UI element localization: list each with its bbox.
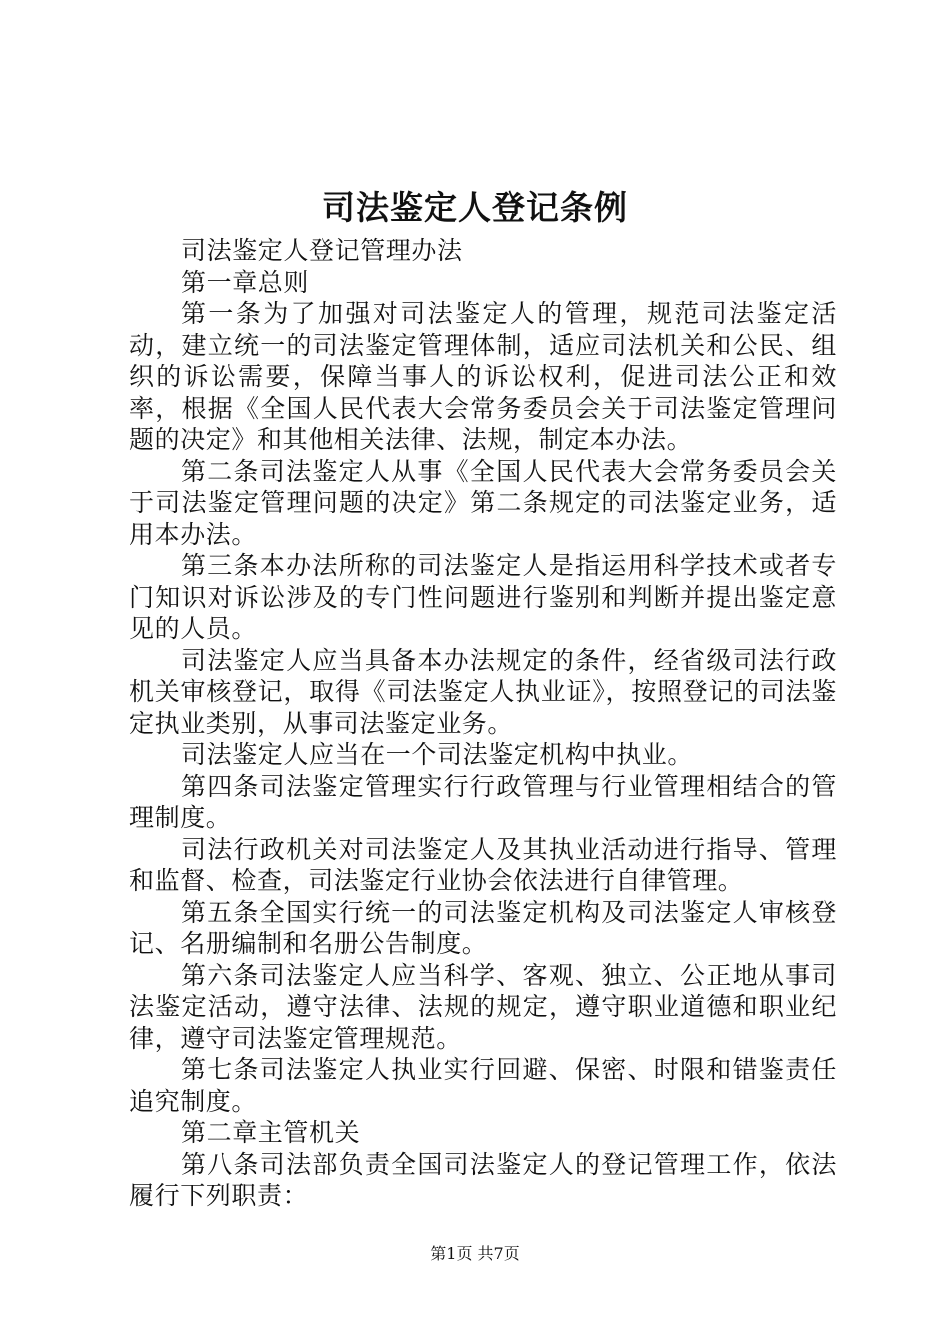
paragraph: 司法鉴定人应当具备本办法规定的条件，经省级司法行政机关审核登记，取得《司法鉴定人执业证》，按照登记的司法鉴定执业类别，从事司法鉴定业务。 xyxy=(129,645,837,738)
paragraph: 司法行政机关对司法鉴定人及其执业活动进行指导、管理和监督、检查，司法鉴定行业协会依法进行自律管理。 xyxy=(129,834,837,895)
paragraph: 第七条司法鉴定人执业实行回避、保密、时限和错鉴责任追究制度。 xyxy=(129,1055,837,1116)
paragraph: 司法鉴定人应当在一个司法鉴定机构中执业。 xyxy=(181,740,694,769)
paragraph: 第六条司法鉴定人应当科学、客观、独立、公正地从事司法鉴定活动，遵守法律、法规的规定，遵守职业道德和职业纪律，遵守司法鉴定管理规范。 xyxy=(129,960,837,1053)
paragraph: 第一条为了加强对司法鉴定人的管理，规范司法鉴定活动，建立统一的司法鉴定管理体制，适应司法机关和公民、组织的诉讼需要，保障当事人的诉讼权利，促进司法公正和效率，根据《全国人民代表大会常务委员会关于司法鉴定管理问题的决定》和其他相关法律、法规，制定本办法。 xyxy=(129,299,837,454)
paragraph: 司法鉴定人登记管理办法 xyxy=(181,236,463,265)
chapter-heading: 第二章主管机关 xyxy=(181,1118,361,1147)
paragraph: 第八条司法部负责全国司法鉴定人的登记管理工作，依法履行下列职责： xyxy=(129,1149,837,1210)
page-number-footer: 第1页 共7页 xyxy=(430,1244,520,1263)
document-title: 司法鉴定人登记条例 xyxy=(322,188,628,227)
paragraph: 第四条司法鉴定管理实行行政管理与行业管理相结合的管理制度。 xyxy=(129,771,837,832)
paragraph: 第三条本办法所称的司法鉴定人是指运用科学技术或者专门知识对诉讼涉及的专门性问题进行鉴别和判断并提出鉴定意见的人员。 xyxy=(129,551,837,643)
paragraph: 第五条全国实行统一的司法鉴定机构及司法鉴定人审核登记、名册编制和名册公告制度。 xyxy=(129,897,837,958)
document-body xyxy=(129,235,837,1212)
chapter-heading: 第一章总则 xyxy=(181,267,310,297)
paragraph: 第二条司法鉴定人从事《全国人民代表大会常务委员会关于司法鉴定管理问题的决定》第二条规定的司法鉴定业务，适用本办法。 xyxy=(129,456,837,549)
